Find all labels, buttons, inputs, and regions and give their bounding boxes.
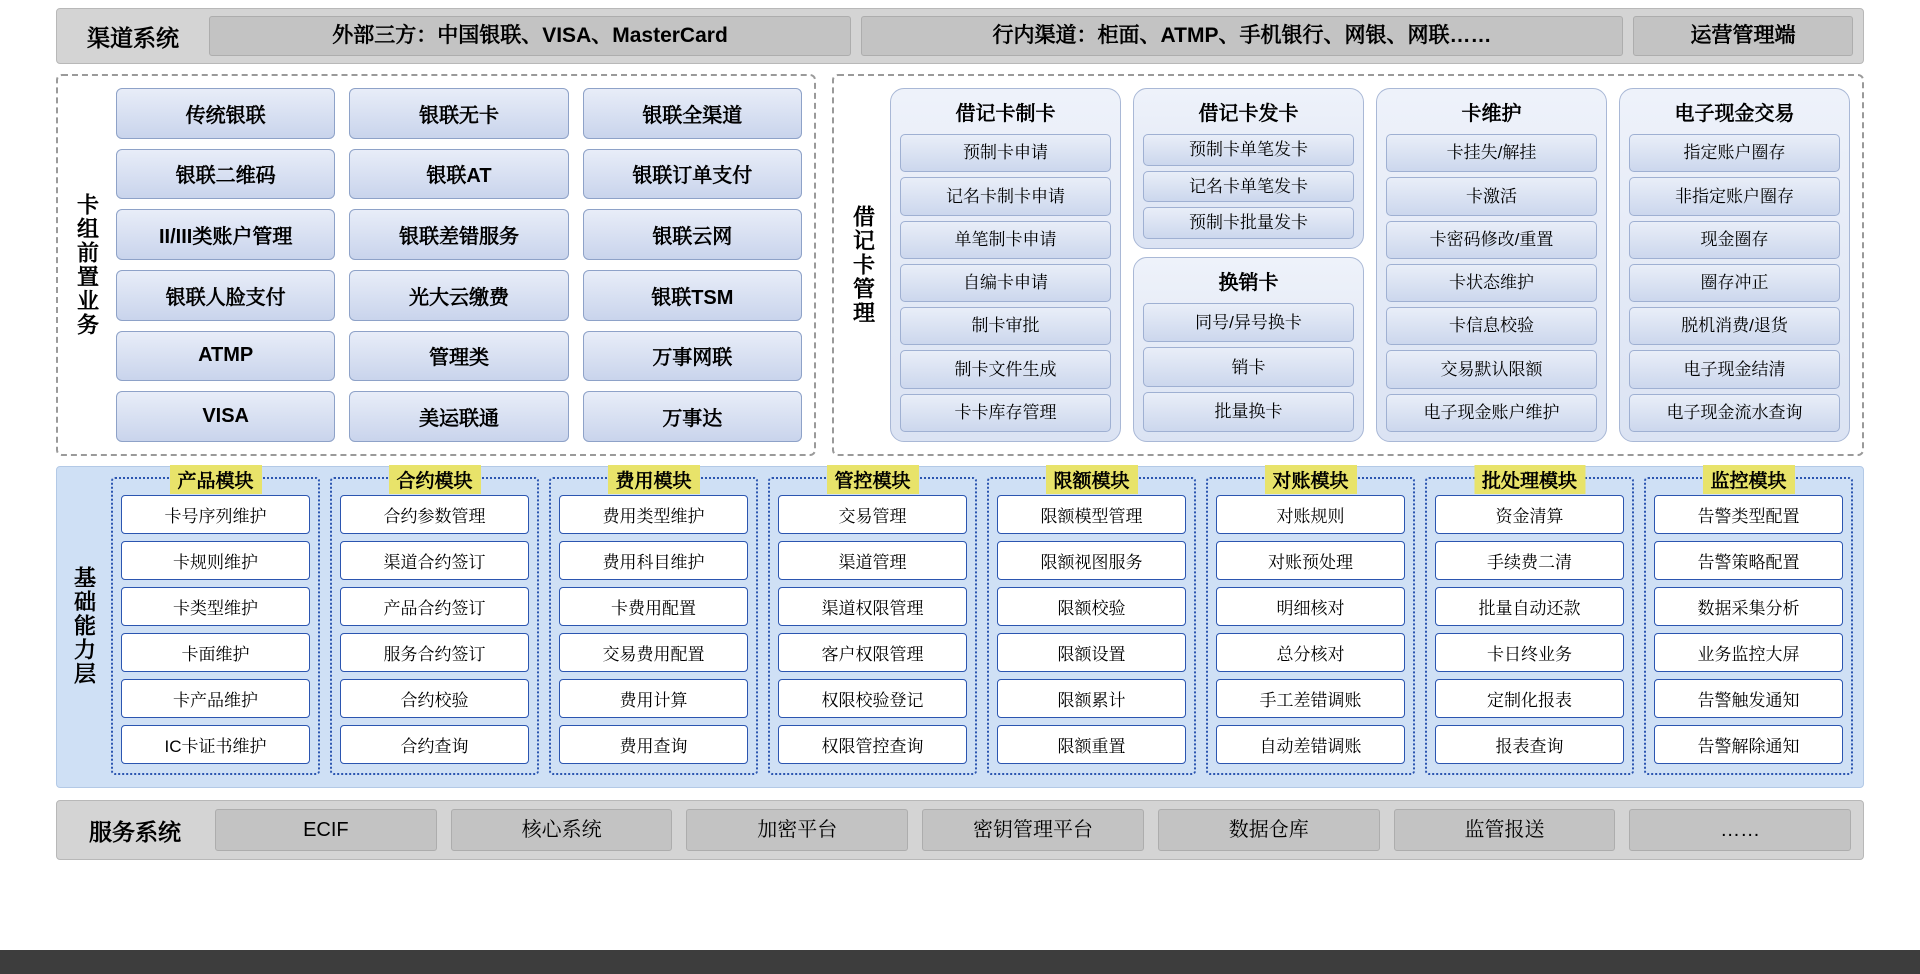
service-item[interactable]: ECIF xyxy=(215,809,437,851)
card-org-item[interactable]: 银联人脸支付 xyxy=(116,270,335,321)
module-item[interactable]: 限额模型管理 xyxy=(997,495,1186,534)
group-card-issuing xyxy=(1133,88,1364,249)
module-item[interactable]: 手工差错调账 xyxy=(1216,679,1405,718)
group-item[interactable]: 电子现金流水查询 xyxy=(1629,394,1840,432)
module-item[interactable]: 卡规则维护 xyxy=(121,541,310,580)
module-item[interactable]: 交易费用配置 xyxy=(559,633,748,672)
group-item[interactable]: 电子现金结清 xyxy=(1629,350,1840,388)
module-item[interactable]: 交易管理 xyxy=(778,495,967,534)
module-item[interactable]: 卡面维护 xyxy=(121,633,310,672)
module-title: 监控模块 xyxy=(1702,465,1794,494)
debit-card-panel xyxy=(832,74,1864,456)
module-item[interactable]: 业务监控大屏 xyxy=(1654,633,1843,672)
group-item[interactable]: 记名卡制卡申请 xyxy=(900,177,1111,215)
module-product xyxy=(111,471,320,775)
module-title: 对账模块 xyxy=(1264,465,1356,494)
module-item[interactable]: 费用计算 xyxy=(559,679,748,718)
bottom-bar xyxy=(0,950,1920,974)
card-org-item[interactable]: 银联差错服务 xyxy=(349,209,568,260)
module-title: 限额模块 xyxy=(1045,465,1137,494)
module-item[interactable]: 报表查询 xyxy=(1435,725,1624,764)
group-item[interactable]: 制卡审批 xyxy=(900,307,1111,345)
card-org-item[interactable]: 银联云网 xyxy=(583,209,802,260)
channel-system-band xyxy=(56,8,1864,64)
group-item[interactable]: 同号/异号换卡 xyxy=(1143,303,1354,343)
module-item[interactable]: 告警类型配置 xyxy=(1654,495,1843,534)
module-item[interactable]: 合约校验 xyxy=(340,679,529,718)
module-control xyxy=(768,471,977,775)
module-item[interactable]: 明细核对 xyxy=(1216,587,1405,626)
debit-card-columns xyxy=(886,88,1850,442)
service-item[interactable]: 密钥管理平台 xyxy=(922,809,1144,851)
group-item[interactable]: 预制卡申请 xyxy=(900,134,1111,172)
module-item[interactable]: 渠道权限管理 xyxy=(778,587,967,626)
module-contract xyxy=(330,471,539,775)
group-item[interactable]: 电子现金账户维护 xyxy=(1386,394,1597,432)
group-item[interactable]: 现金圈存 xyxy=(1629,221,1840,259)
module-item[interactable]: 卡日终业务 xyxy=(1435,633,1624,672)
group-item[interactable]: 单笔制卡申请 xyxy=(900,221,1111,259)
module-item[interactable]: 费用类型维护 xyxy=(559,495,748,534)
module-item[interactable]: 限额设置 xyxy=(997,633,1186,672)
module-item[interactable]: 渠道合约签订 xyxy=(340,541,529,580)
debit-column-issuing xyxy=(1133,88,1364,442)
group-item[interactable]: 记名卡单笔发卡 xyxy=(1143,171,1354,203)
channel-ops-box: 运营管理端 xyxy=(1633,16,1853,56)
module-title: 产品模块 xyxy=(169,465,261,494)
module-item[interactable]: 数据采集分析 xyxy=(1654,587,1843,626)
group-card-exchange xyxy=(1133,257,1364,442)
module-item[interactable]: 合约参数管理 xyxy=(340,495,529,534)
module-title: 合约模块 xyxy=(388,465,480,494)
group-item[interactable]: 脱机消费/退货 xyxy=(1629,307,1840,345)
module-item[interactable]: 限额重置 xyxy=(997,725,1186,764)
module-item[interactable]: 卡产品维护 xyxy=(121,679,310,718)
module-item[interactable]: 卡费用配置 xyxy=(559,587,748,626)
service-item[interactable]: 核心系统 xyxy=(451,809,673,851)
card-org-label: 卡组前置业务 xyxy=(74,193,100,337)
debit-column-card-making xyxy=(890,88,1121,442)
group-title: 借记卡制卡 xyxy=(955,103,1056,125)
channel-system-title: 渠道系统 xyxy=(87,24,179,51)
base-layer-modules xyxy=(107,471,1853,775)
group-item[interactable]: 自编卡申请 xyxy=(900,264,1111,302)
group-title: 电子现金交易 xyxy=(1674,103,1795,125)
group-item[interactable]: 卡密码修改/重置 xyxy=(1386,221,1597,259)
module-item[interactable]: 渠道管理 xyxy=(778,541,967,580)
module-item[interactable]: 合约查询 xyxy=(340,725,529,764)
module-title: 管控模块 xyxy=(826,465,918,494)
card-org-item[interactable]: 银联全渠道 xyxy=(583,88,802,139)
module-item[interactable]: 权限校验登记 xyxy=(778,679,967,718)
service-system-band xyxy=(56,800,1864,860)
debit-card-label: 借记卡管理 xyxy=(850,205,876,325)
module-item[interactable]: 服务合约签订 xyxy=(340,633,529,672)
group-item[interactable]: 交易默认限额 xyxy=(1386,350,1597,388)
group-card-maintenance xyxy=(1376,88,1607,442)
module-fee xyxy=(549,471,758,775)
module-item[interactable]: 告警触发通知 xyxy=(1654,679,1843,718)
card-org-item[interactable]: 万事网联 xyxy=(583,331,802,382)
card-org-item[interactable]: 银联无卡 xyxy=(349,88,568,139)
card-org-item[interactable]: 传统银联 xyxy=(116,88,335,139)
group-item[interactable]: 卡状态维护 xyxy=(1386,264,1597,302)
module-item[interactable]: 卡类型维护 xyxy=(121,587,310,626)
module-item[interactable]: 费用查询 xyxy=(559,725,748,764)
card-org-item[interactable]: 银联TSM xyxy=(583,270,802,321)
group-item[interactable]: 非指定账户圈存 xyxy=(1629,177,1840,215)
group-item[interactable]: 制卡文件生成 xyxy=(900,350,1111,388)
service-system-title: 服务系统 xyxy=(89,818,181,845)
group-item[interactable]: 批量换卡 xyxy=(1143,392,1354,432)
card-org-item[interactable]: VISA xyxy=(116,391,335,442)
group-item[interactable]: 卡挂失/解挂 xyxy=(1386,134,1597,172)
group-item[interactable]: 预制卡单笔发卡 xyxy=(1143,134,1354,166)
group-item[interactable]: 卡卡库存管理 xyxy=(900,394,1111,432)
card-org-panel xyxy=(56,74,816,456)
group-card-making xyxy=(890,88,1121,442)
group-item[interactable]: 指定账户圈存 xyxy=(1629,134,1840,172)
module-item[interactable]: 产品合约签订 xyxy=(340,587,529,626)
card-org-item[interactable]: 万事达 xyxy=(583,391,802,442)
middle-panels-row xyxy=(56,74,1864,456)
group-title: 卡维护 xyxy=(1461,103,1522,125)
service-item[interactable]: 数据仓库 xyxy=(1158,809,1380,851)
card-org-item[interactable]: 银联AT xyxy=(349,149,568,200)
group-item[interactable]: 卡激活 xyxy=(1386,177,1597,215)
module-title: 批处理模块 xyxy=(1474,465,1585,494)
module-item[interactable]: 客户权限管理 xyxy=(778,633,967,672)
debit-column-ecash xyxy=(1619,88,1850,442)
card-org-item[interactable]: 美运联通 xyxy=(349,391,568,442)
module-limit xyxy=(987,471,1196,775)
card-org-item[interactable]: 光大云缴费 xyxy=(349,270,568,321)
card-org-item[interactable]: 银联订单支付 xyxy=(583,149,802,200)
module-item[interactable]: 限额视图服务 xyxy=(997,541,1186,580)
card-org-grid xyxy=(110,88,802,442)
module-item[interactable]: 资金清算 xyxy=(1435,495,1624,534)
module-batch xyxy=(1425,471,1634,775)
module-item[interactable]: 限额累计 xyxy=(997,679,1186,718)
base-layer-label: 基础能力层 xyxy=(71,566,97,686)
module-item[interactable]: 告警解除通知 xyxy=(1654,725,1843,764)
service-item[interactable]: 监管报送 xyxy=(1394,809,1616,851)
base-capability-layer xyxy=(56,466,1864,788)
module-title: 费用模块 xyxy=(607,465,699,494)
card-org-item[interactable]: II/III类账户管理 xyxy=(116,209,335,260)
group-item[interactable]: 卡信息校验 xyxy=(1386,307,1597,345)
channel-internal-box: 行内渠道：柜面、ATMP、手机银行、网银、网联…… xyxy=(861,16,1623,56)
module-item[interactable]: 告警策略配置 xyxy=(1654,541,1843,580)
module-monitoring xyxy=(1644,471,1853,775)
module-item[interactable]: 自动差错调账 xyxy=(1216,725,1405,764)
group-item[interactable]: 预制卡批量发卡 xyxy=(1143,207,1354,239)
module-item[interactable]: 限额校验 xyxy=(997,587,1186,626)
card-org-item[interactable]: ATMP xyxy=(116,331,335,382)
module-item[interactable]: 对账规则 xyxy=(1216,495,1405,534)
card-org-item[interactable]: 银联二维码 xyxy=(116,149,335,200)
debit-column-maintenance xyxy=(1376,88,1607,442)
group-title: 借记卡发卡 xyxy=(1198,103,1299,125)
group-item[interactable]: 销卡 xyxy=(1143,347,1354,387)
channel-external-box: 外部三方：中国银联、VISA、MasterCard xyxy=(209,16,851,56)
module-reconciliation xyxy=(1206,471,1415,775)
group-ecash-transactions xyxy=(1619,88,1850,442)
module-item[interactable]: 对账预处理 xyxy=(1216,541,1405,580)
module-item[interactable]: 批量自动还款 xyxy=(1435,587,1624,626)
card-org-item[interactable]: 管理类 xyxy=(349,331,568,382)
module-item[interactable]: 手续费二清 xyxy=(1435,541,1624,580)
module-item[interactable]: 卡号序列维护 xyxy=(121,495,310,534)
service-item[interactable]: 加密平台 xyxy=(686,809,908,851)
group-item[interactable]: 圈存冲正 xyxy=(1629,264,1840,302)
group-title: 换销卡 xyxy=(1218,271,1279,294)
service-item: …… xyxy=(1629,809,1851,851)
module-item[interactable]: 权限管控查询 xyxy=(778,725,967,764)
module-item[interactable]: 总分核对 xyxy=(1216,633,1405,672)
module-item[interactable]: 定制化报表 xyxy=(1435,679,1624,718)
module-item[interactable]: IC卡证书维护 xyxy=(121,725,310,764)
module-item[interactable]: 费用科目维护 xyxy=(559,541,748,580)
